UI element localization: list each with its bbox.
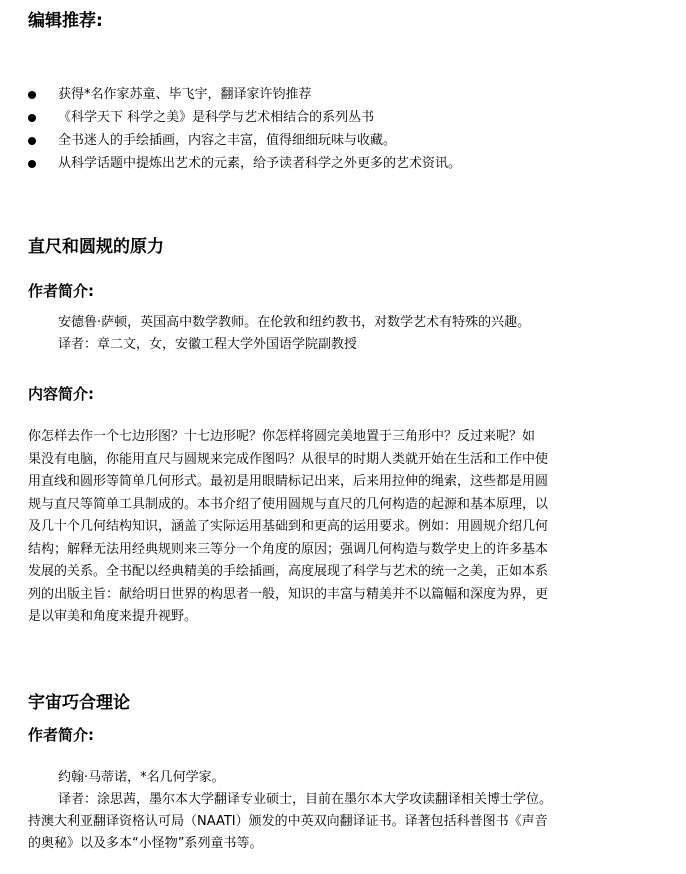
translator-line: 译者：涂思茜，墨尔本大学翻译专业硕士，目前在墨尔本大学攻读翻译相关博士学位。 [58,792,553,807]
paragraph-line: 用直线和圆形等简单几何形式。最初是用眼睛标记出来，后来用拉伸的绳索，这些都是用圆 [28,474,549,489]
paragraph-line: 规与直尺等简单工具制成的。本书介绍了使用圆规与直尺的几何构造的起源和基本原理，以 [28,496,549,512]
book2-author-block [58,767,552,811]
bullet-text: 获得*名作家苏童、毕飞宇，翻译家许钧推荐 [58,87,312,102]
author-line: 约翰·马蒂诺，*名几何学家。 [58,770,225,785]
author-line: 安德鲁·萨顿，英国高中数学教师。在伦敦和纽约教书，对数学艺术有特殊的兴趣。 [58,315,531,330]
list-item [28,83,668,106]
paragraph-line: 结构；解释无法用经典规则来三等分一个角度的原因；强调几何构造与数学史上的许多基本 [28,541,549,557]
paragraph-line: 你怎样去作一个七边形图？十七边形呢？你怎样将圆完美地置于三角形中？反过来呢？如 [28,429,536,444]
bullet-text: 全书迷人的手绘插画，内容之丰富，值得细细玩味与收藏。 [58,133,397,148]
editor-bullet-list [28,83,668,175]
paragraph-line: 是以审美和角度来提升视野。 [28,609,198,624]
book1-title: 直尺和圆规的原力 [28,237,164,257]
book2-translator-continued [28,811,548,855]
bullet-icon [28,114,36,122]
bullet-icon [28,137,36,145]
book2-author-heading: 作者简介: [28,726,94,744]
translator-line: 译者：章二文，女，安徽工程大学外国语学院副教授 [58,337,358,352]
list-item [28,106,668,129]
paragraph-line: 的奥秘》以及多本“小怪物”系列童书等。 [28,836,263,851]
book1-content-paragraph [28,426,648,629]
bullet-icon [28,91,36,99]
paragraph-line: 持澳大利亚翻译资格认可局（NAATI）颁发的中英双向翻译证书。译著包括科普图书《声音 [28,814,548,829]
editor-recommend-heading: 编辑推荐: [28,11,103,31]
book1-author-block [58,312,530,356]
book1-content-heading: 内容简介: [28,385,94,403]
paragraph-line: 及几十个几何结构知识，涵盖了实际运用基础到和更高的运用要求。例如：用圆规介绍几何 [28,519,549,534]
paragraph-line: 列的出版主旨：献给明日世界的构思者一般，知识的丰富与精美并不以篇幅和深度为界，更 [28,586,549,602]
paragraph-line: 果没有电脑，你能用直尺与圆规来完成作图吗？从很早的时期人类就开始在生活和工作中使 [28,451,549,467]
book1-author-heading: 作者简介: [28,282,94,300]
list-item [28,152,668,175]
bullet-text: 《科学天下 科学之美》是科学与艺术相结合的系列丛书 [58,110,375,125]
list-item [28,129,668,152]
paragraph-line: 发展的关系。全书配以经典精美的手绘插画，高度展现了科学与艺术的统一之美，正如本系 [28,564,549,579]
bullet-text: 从科学话题中提炼出艺术的元素，给予读者科学之外更多的艺术资讯。 [58,156,462,171]
bullet-icon [28,160,36,168]
book2-title: 宇宙巧合理论 [28,693,130,713]
